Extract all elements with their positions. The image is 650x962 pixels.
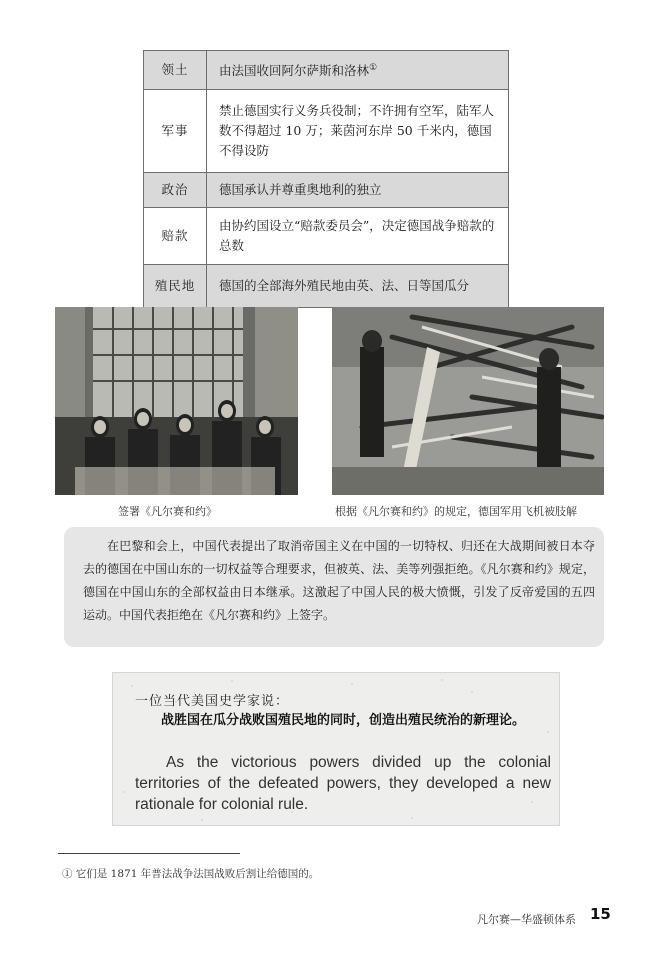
row-key: 领土	[144, 51, 207, 90]
footnote-marker: ①	[369, 63, 378, 74]
row-value: 德国的全部海外殖民地由英、法、日等国瓜分	[207, 265, 509, 308]
treaty-signing-photo	[55, 307, 298, 495]
row-key: 赔款	[144, 208, 207, 265]
treaty-provisions-table	[143, 50, 509, 308]
dismantled-aircraft-photo	[332, 307, 604, 495]
quote-english: As the victorious powers divided up the colonial territories of the defeated powers, they developed a new rationale for colonial rule.	[135, 754, 551, 813]
quote-chinese: 战胜国在瓜分战败国殖民地的同时，创造出殖民统治的新理论。	[161, 713, 526, 728]
table-row	[144, 90, 509, 173]
footnote-divider	[58, 853, 240, 854]
row-value: 由协约国设立“赔款委员会”，决定德国战争赔款的总数	[207, 208, 509, 265]
quote-intro: 一位当代美国史学家说：	[135, 694, 290, 709]
page-number: 15	[590, 905, 611, 923]
table-row	[144, 208, 509, 265]
row-key: 殖民地	[144, 265, 207, 308]
row-value	[207, 51, 509, 90]
row-value-text: 由法国收回阿尔萨斯和洛林	[219, 63, 370, 79]
row-value: 禁止德国实行义务兵役制；不许拥有空军，陆军人数不得超过 10 万；莱茵河东岸 50 千米内，德国不得设防	[207, 90, 509, 173]
running-title: 凡尔赛—华盛顿体系	[477, 913, 576, 926]
row-key: 军事	[144, 90, 207, 173]
left-photo-caption: 签署《凡尔赛和约》	[118, 505, 217, 518]
right-photo-caption: 根据《凡尔赛和约》的规定，德国军用飞机被肢解	[335, 505, 577, 518]
narrative-paragraph: 在巴黎和会上，中国代表提出了取消帝国主义在中国的一切特权、归还在大战期间被日本夺去的德国在中国山东的一切权益等合理要求，但被英、法、美等列强拒绝。《凡尔赛和约》规定，德国在中国山东的全部权益由日本继承。这激起了中国人民的极大愤慨，引发了反帝爱国的五四运动。中国代表拒绝在《凡尔赛和约》上签字。	[83, 539, 595, 622]
table-row	[144, 173, 509, 208]
table-row	[144, 51, 509, 90]
footnote: ① 它们是 1871 年普法战争法国战败后割让给德国的。	[62, 868, 320, 880]
table-row	[144, 265, 509, 308]
row-value: 德国承认并尊重奥地利的独立	[207, 173, 509, 208]
row-key: 政治	[144, 173, 207, 208]
